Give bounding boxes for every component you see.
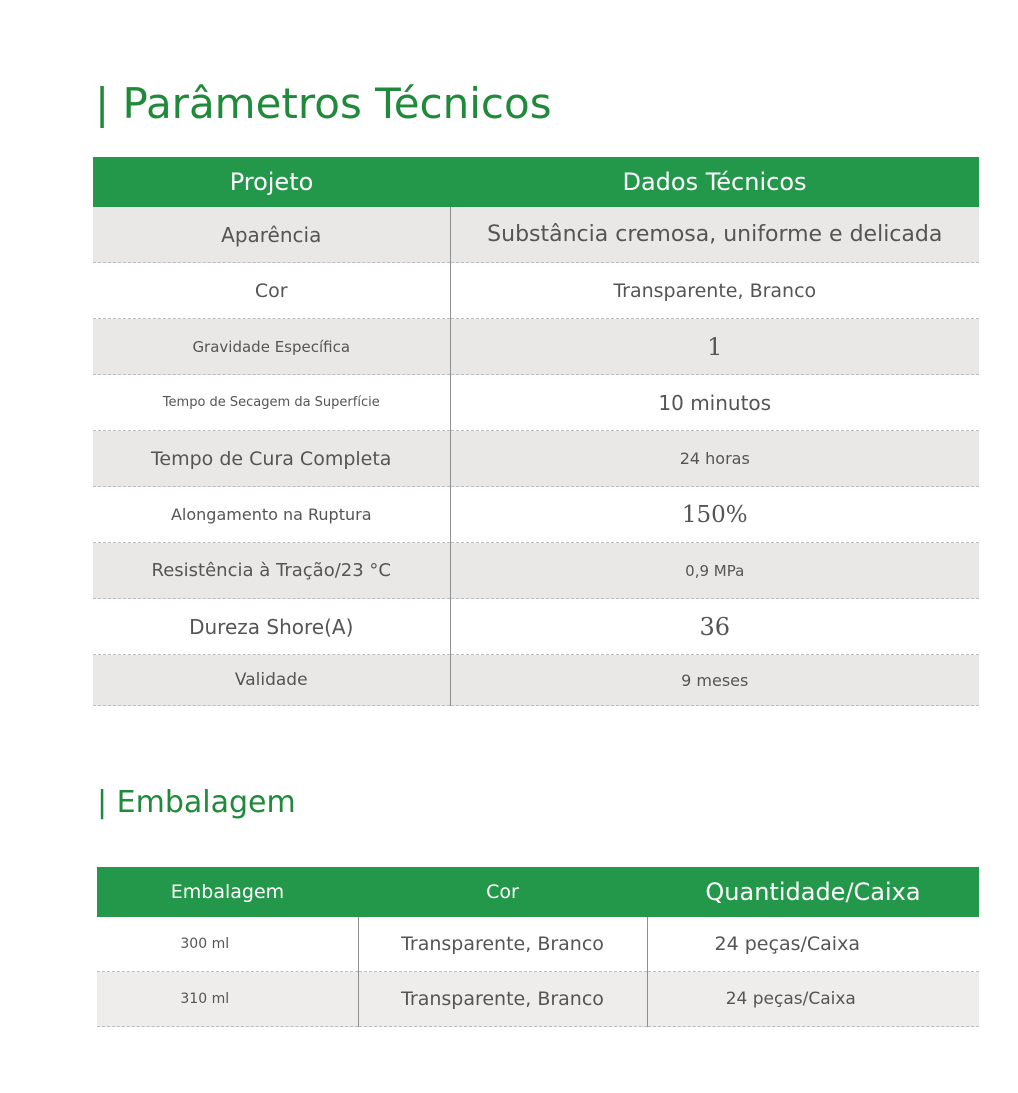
table-header-row bbox=[97, 867, 979, 917]
row-item: Cor bbox=[93, 263, 450, 319]
row-size: 300 ml bbox=[97, 917, 358, 972]
table-row bbox=[93, 655, 979, 706]
row-value: 9 meses bbox=[450, 655, 979, 706]
row-value: Transparente, Branco bbox=[450, 263, 979, 319]
header-technical-data: Dados Técnicos bbox=[450, 157, 979, 207]
table-row bbox=[93, 487, 979, 543]
packaging-table bbox=[97, 867, 979, 1027]
table-row bbox=[97, 917, 979, 972]
row-item: Alongamento na Ruptura bbox=[93, 487, 450, 543]
row-value: 0,9 MPa bbox=[450, 543, 979, 599]
row-value: Substância cremosa, uniforme e delicada bbox=[450, 207, 979, 263]
header-project: Projeto bbox=[93, 157, 450, 207]
row-item: Gravidade Específica bbox=[93, 319, 450, 375]
table-row bbox=[93, 599, 979, 655]
table-row bbox=[93, 319, 979, 375]
row-value: 24 horas bbox=[450, 431, 979, 487]
table-row bbox=[93, 263, 979, 319]
table-header-row bbox=[93, 157, 979, 207]
table-row bbox=[97, 972, 979, 1027]
row-value: 36 bbox=[450, 599, 979, 655]
row-item: Tempo de Cura Completa bbox=[93, 431, 450, 487]
row-item: Validade bbox=[93, 655, 450, 706]
row-item: Aparência bbox=[93, 207, 450, 263]
row-item: Dureza Shore(A) bbox=[93, 599, 450, 655]
row-value: 1 bbox=[450, 319, 979, 375]
header-packaging: Embalagem bbox=[97, 867, 358, 917]
row-quantity: 24 peças/Caixa bbox=[647, 917, 979, 972]
table-row bbox=[93, 543, 979, 599]
row-value: 10 minutos bbox=[450, 375, 979, 431]
table-row bbox=[93, 207, 979, 263]
params-title: | Parâmetros Técnicos bbox=[95, 79, 552, 128]
row-item: Tempo de Secagem da Superfície bbox=[93, 375, 450, 431]
row-color: Transparente, Branco bbox=[358, 917, 647, 972]
row-item: Resistência à Tração/23 °C bbox=[93, 543, 450, 599]
header-quantity: Quantidade/Caixa bbox=[647, 867, 979, 917]
row-value: 150% bbox=[450, 487, 979, 543]
row-color: Transparente, Branco bbox=[358, 972, 647, 1027]
table-row bbox=[93, 431, 979, 487]
row-size: 310 ml bbox=[97, 972, 358, 1027]
row-quantity: 24 peças/Caixa bbox=[647, 972, 979, 1027]
table-row bbox=[93, 375, 979, 431]
technical-params-table bbox=[93, 157, 979, 706]
packaging-title: | Embalagem bbox=[97, 785, 296, 820]
header-color: Cor bbox=[358, 867, 647, 917]
